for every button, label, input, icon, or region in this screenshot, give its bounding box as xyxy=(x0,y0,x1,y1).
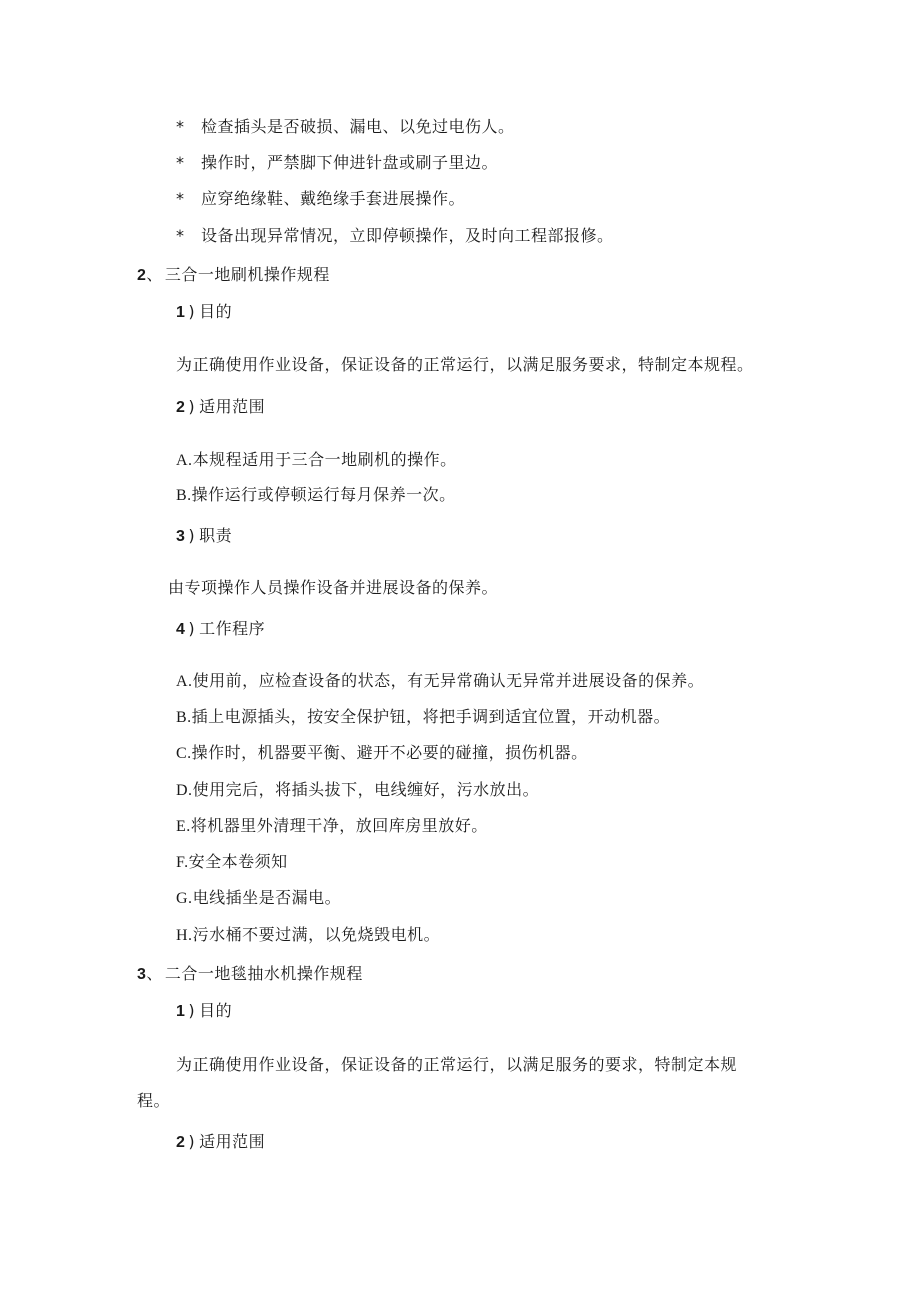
list-text: 安全本卷须知 xyxy=(188,852,288,871)
bullet-item xyxy=(176,226,614,246)
list-text: 电线插坐是否漏电。 xyxy=(192,888,342,907)
list-letter: H. xyxy=(176,927,193,944)
subsection-heading xyxy=(176,1132,265,1153)
list-text: 使用前，应检查设备的状态，有无异常确认无异常并进展设备的保养。 xyxy=(192,671,705,690)
section-separator: 、 xyxy=(146,964,163,983)
asterisk-icon: * xyxy=(176,153,185,172)
list-text: 插上电源插头，按安全保护钮，将把手调到适宜位置，开动机器。 xyxy=(191,707,671,726)
bullet-text: 检查插头是否破损、漏电、以免过电伤人。 xyxy=(201,117,515,136)
list-text: 将机器里外清理干净，放回库房里放好。 xyxy=(190,816,488,835)
list-item xyxy=(176,450,457,471)
list-letter: A. xyxy=(176,673,193,690)
paragraph: 由专项操作人员操作设备并进展设备的保养。 xyxy=(168,578,499,597)
section-heading xyxy=(137,964,363,985)
list-item xyxy=(176,780,539,801)
paragraph-line: 程。 xyxy=(137,1091,171,1110)
list-item xyxy=(176,743,588,764)
list-letter: C. xyxy=(176,745,192,762)
bullet-text: 应穿绝缘鞋、戴绝缘手套进展操作。 xyxy=(201,189,466,208)
paragraph: 为正确使用作业设备，保证设备的正常运行，以满足服务要求，特制定本规程。 xyxy=(176,355,754,374)
section-title: 三合一地刷机操作规程 xyxy=(164,265,330,284)
bullet-text: 设备出现异常情况，立即停顿操作，及时向工程部报修。 xyxy=(201,226,614,245)
subsection-paren: ) xyxy=(188,302,196,321)
subsection-number: 1 xyxy=(176,1003,186,1020)
list-letter: B. xyxy=(176,487,192,504)
list-letter: B. xyxy=(176,709,192,726)
list-letter: G. xyxy=(176,890,193,907)
subsection-label: 适用范围 xyxy=(199,1132,266,1151)
bullet-item xyxy=(176,189,465,209)
list-item xyxy=(176,671,704,692)
subsection-paren: ) xyxy=(188,619,196,638)
subsection-number: 4 xyxy=(176,621,186,638)
subsection-label: 适用范围 xyxy=(199,397,266,416)
section-heading xyxy=(137,265,330,286)
paragraph-line: 为正确使用作业设备，保证设备的正常运行，以满足服务的要求，特制定本规 xyxy=(176,1055,738,1074)
bullet-text: 操作时，严禁脚下伸进针盘或刷子里边。 xyxy=(201,153,499,172)
subsection-label: 工作程序 xyxy=(199,619,266,638)
list-item xyxy=(176,816,488,837)
list-item xyxy=(176,485,456,506)
list-text: 操作时，机器要平衡、避开不必要的碰撞，损伤机器。 xyxy=(191,743,588,762)
list-item xyxy=(176,925,440,946)
bullet-item xyxy=(176,153,498,173)
list-item xyxy=(176,852,288,873)
list-letter: E. xyxy=(176,818,191,835)
subsection-heading xyxy=(176,302,232,323)
list-text: 操作运行或停顿运行每月保养一次。 xyxy=(191,485,456,504)
subsection-heading xyxy=(176,526,232,547)
subsection-paren: ) xyxy=(188,1132,196,1151)
subsection-label: 职责 xyxy=(199,526,233,545)
subsection-number: 2 xyxy=(176,1134,186,1151)
subsection-heading xyxy=(176,619,265,640)
subsection-number: 3 xyxy=(176,528,186,545)
subsection-paren: ) xyxy=(188,526,196,545)
subsection-paren: ) xyxy=(188,1001,196,1020)
subsection-number: 2 xyxy=(176,399,186,416)
list-letter: A. xyxy=(176,452,193,469)
list-letter: D. xyxy=(176,782,193,799)
asterisk-icon: * xyxy=(176,189,185,208)
subsection-label: 目的 xyxy=(199,302,233,321)
bullet-item xyxy=(176,117,515,137)
asterisk-icon: * xyxy=(176,226,185,245)
subsection-heading xyxy=(176,1001,232,1022)
section-number: 2 xyxy=(137,267,147,284)
subsection-paren: ) xyxy=(188,397,196,416)
subsection-number: 1 xyxy=(176,304,186,321)
section-number: 3 xyxy=(137,966,147,983)
list-text: 使用完后，将插头拔下，电线缠好，污水放出。 xyxy=(192,780,540,799)
list-letter: F. xyxy=(176,854,189,871)
list-item xyxy=(176,707,670,728)
list-text: 本规程适用于三合一地刷机的操作。 xyxy=(192,450,457,469)
subsection-heading xyxy=(176,397,265,418)
list-text: 污水桶不要过满，以免烧毁电机。 xyxy=(192,925,441,944)
section-title: 二合一地毯抽水机操作规程 xyxy=(164,964,363,983)
list-item xyxy=(176,888,341,909)
section-separator: 、 xyxy=(146,265,163,284)
subsection-label: 目的 xyxy=(199,1001,233,1020)
asterisk-icon: * xyxy=(176,117,185,136)
